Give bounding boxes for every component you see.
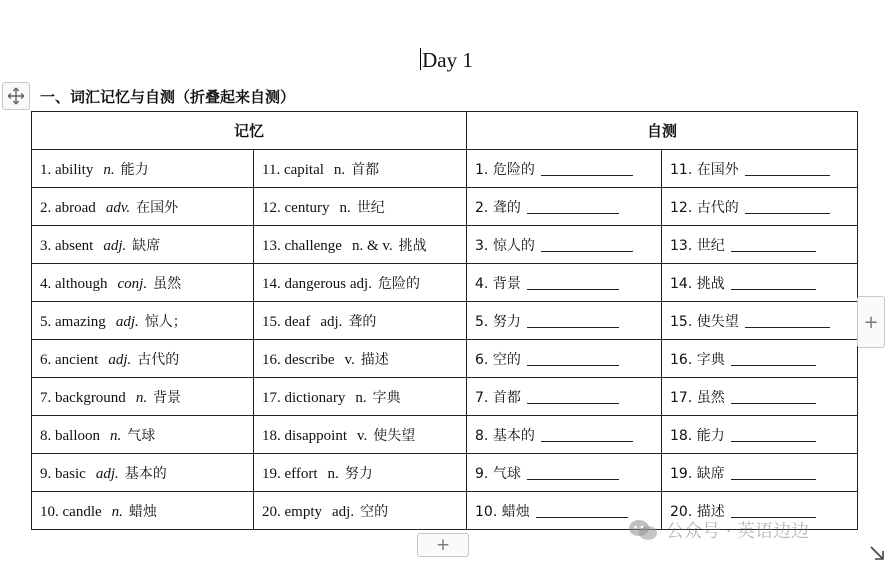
word-text: 14. dangerous adj. bbox=[262, 275, 372, 292]
word-text: 4. although bbox=[40, 275, 108, 292]
memory-cell[interactable] bbox=[32, 188, 254, 226]
selftest-cell[interactable] bbox=[662, 340, 858, 378]
document-title bbox=[0, 48, 893, 73]
selftest-prompt: 9. 气球 bbox=[475, 465, 521, 482]
selftest-prompt: 5. 努力 bbox=[475, 313, 521, 330]
selftest-cell[interactable] bbox=[467, 150, 662, 188]
chinese-meaning: 能力 bbox=[120, 161, 149, 178]
word-text: 8. balloon bbox=[40, 427, 100, 444]
section-heading: 一、词汇记忆与自测（折叠起来自测） bbox=[40, 88, 296, 106]
part-of-speech: adj. bbox=[108, 351, 132, 368]
answer-blank[interactable] bbox=[731, 427, 816, 442]
memory-cell[interactable] bbox=[32, 150, 254, 188]
memory-cell[interactable] bbox=[32, 378, 254, 416]
word-text: 17. dictionary bbox=[262, 389, 346, 406]
answer-blank[interactable] bbox=[541, 161, 633, 176]
answer-blank[interactable] bbox=[541, 427, 633, 442]
answer-blank[interactable] bbox=[527, 313, 619, 328]
chinese-meaning: 惊人； bbox=[144, 313, 187, 330]
part-of-speech: adj. bbox=[332, 503, 355, 520]
chinese-meaning: 挑战 bbox=[398, 237, 427, 254]
vocab-table bbox=[31, 111, 858, 530]
table-row bbox=[32, 378, 858, 416]
table-row bbox=[32, 302, 858, 340]
selftest-cell[interactable] bbox=[662, 416, 858, 454]
selftest-cell[interactable] bbox=[467, 302, 662, 340]
part-of-speech: n. bbox=[339, 199, 351, 216]
selftest-prompt: 18. 能力 bbox=[670, 427, 725, 444]
selftest-prompt: 7. 首都 bbox=[475, 389, 521, 406]
move-arrows-icon bbox=[7, 87, 25, 105]
selftest-prompt: 2. 聋的 bbox=[475, 199, 521, 216]
memory-cell[interactable] bbox=[254, 302, 467, 340]
word-text: 11. capital bbox=[262, 161, 324, 178]
part-of-speech: n. bbox=[333, 161, 346, 178]
selftest-cell[interactable] bbox=[662, 150, 858, 188]
selftest-cell[interactable] bbox=[662, 302, 858, 340]
selftest-cell[interactable] bbox=[467, 340, 662, 378]
selftest-cell[interactable] bbox=[662, 188, 858, 226]
part-of-speech: conj. bbox=[117, 275, 148, 292]
selftest-prompt: 16. 字典 bbox=[670, 351, 725, 368]
answer-blank[interactable] bbox=[541, 237, 633, 252]
table-row bbox=[32, 150, 858, 188]
answer-blank[interactable] bbox=[527, 389, 619, 404]
chinese-meaning: 缺席 bbox=[132, 237, 161, 254]
selftest-cell[interactable] bbox=[662, 226, 858, 264]
part-of-speech: n. bbox=[103, 161, 115, 178]
chinese-meaning: 使失望 bbox=[373, 427, 416, 444]
table-row bbox=[32, 454, 858, 492]
memory-cell[interactable] bbox=[254, 492, 467, 530]
part-of-speech: n. bbox=[111, 503, 123, 520]
memory-cell[interactable] bbox=[254, 340, 467, 378]
answer-blank[interactable] bbox=[536, 503, 628, 518]
chinese-meaning: 字典 bbox=[372, 389, 401, 406]
chinese-meaning: 努力 bbox=[344, 465, 373, 482]
selftest-prompt: 15. 使失望 bbox=[670, 313, 739, 330]
memory-cell[interactable] bbox=[32, 492, 254, 530]
word-text: 15. deaf bbox=[262, 313, 311, 330]
part-of-speech: n. bbox=[110, 427, 122, 444]
chinese-meaning: 世纪 bbox=[356, 199, 385, 216]
wechat-icon bbox=[628, 518, 658, 542]
memory-cell[interactable] bbox=[32, 264, 254, 302]
word-text: 18. disappoint bbox=[262, 427, 347, 444]
memory-cell[interactable] bbox=[254, 188, 467, 226]
chinese-meaning: 聋的 bbox=[348, 313, 377, 330]
selftest-prompt: 3. 惊人的 bbox=[475, 237, 535, 254]
word-text: 9. basic bbox=[40, 465, 86, 482]
answer-blank[interactable] bbox=[745, 199, 830, 214]
chinese-meaning: 危险的 bbox=[377, 275, 420, 292]
table-row bbox=[32, 226, 858, 264]
part-of-speech: adv. bbox=[105, 199, 131, 216]
answer-blank[interactable] bbox=[731, 503, 816, 518]
word-text: 12. century bbox=[262, 199, 330, 216]
word-text: 13. challenge bbox=[262, 237, 342, 254]
watermark-text: 公众号 · 英语边边 bbox=[666, 521, 810, 542]
text-caret bbox=[420, 48, 421, 70]
word-text: 16. describe bbox=[262, 351, 335, 368]
chinese-meaning: 虽然 bbox=[153, 275, 182, 292]
memory-cell[interactable] bbox=[254, 150, 467, 188]
word-text: 6. ancient bbox=[40, 351, 99, 368]
selftest-cell[interactable] bbox=[467, 264, 662, 302]
answer-blank[interactable] bbox=[731, 237, 816, 252]
answer-blank[interactable] bbox=[527, 465, 619, 480]
answer-blank[interactable] bbox=[731, 389, 816, 404]
table-row bbox=[32, 188, 858, 226]
answer-blank[interactable] bbox=[527, 351, 619, 366]
answer-blank[interactable] bbox=[731, 351, 816, 366]
memory-cell[interactable] bbox=[254, 378, 467, 416]
part-of-speech: n. bbox=[135, 389, 148, 406]
part-of-speech: adj. bbox=[115, 313, 139, 330]
selftest-prompt: 17. 虽然 bbox=[670, 389, 725, 406]
memory-cell[interactable] bbox=[254, 416, 467, 454]
selftest-prompt: 11. 在国外 bbox=[670, 161, 739, 178]
word-text: 10. candle bbox=[40, 503, 102, 520]
chinese-meaning: 首都 bbox=[351, 161, 380, 178]
selftest-cell[interactable] bbox=[662, 378, 858, 416]
table-row bbox=[32, 264, 858, 302]
table-move-handle[interactable] bbox=[2, 82, 30, 110]
memory-cell[interactable] bbox=[32, 340, 254, 378]
title-text: Day 1 bbox=[422, 48, 473, 72]
chinese-meaning: 基本的 bbox=[124, 465, 167, 482]
chinese-meaning: 古代的 bbox=[137, 351, 180, 368]
memory-cell[interactable] bbox=[32, 302, 254, 340]
part-of-speech: adj. bbox=[103, 237, 127, 254]
answer-blank[interactable] bbox=[731, 465, 816, 480]
selftest-prompt: 6. 空的 bbox=[475, 351, 521, 368]
watermark bbox=[628, 517, 809, 543]
word-text: 2. abroad bbox=[40, 199, 96, 216]
chinese-meaning: 蜡烛 bbox=[128, 503, 157, 520]
selftest-header: 自测 bbox=[467, 112, 858, 150]
selftest-prompt: 14. 挑战 bbox=[670, 275, 725, 292]
answer-blank[interactable] bbox=[527, 199, 619, 214]
chinese-meaning: 气球 bbox=[127, 427, 156, 444]
selftest-prompt: 1. 危险的 bbox=[475, 161, 535, 178]
answer-blank[interactable] bbox=[745, 161, 830, 176]
selftest-prompt: 13. 世纪 bbox=[670, 237, 725, 254]
selftest-cell[interactable] bbox=[467, 188, 662, 226]
part-of-speech: adj. bbox=[320, 313, 343, 330]
chinese-meaning: 描述 bbox=[360, 351, 389, 368]
memory-cell[interactable] bbox=[254, 454, 467, 492]
memory-cell[interactable] bbox=[32, 454, 254, 492]
memory-cell[interactable] bbox=[254, 264, 467, 302]
selftest-cell[interactable] bbox=[467, 454, 662, 492]
word-text: 20. empty bbox=[262, 503, 322, 520]
part-of-speech: v. bbox=[357, 427, 368, 444]
selftest-cell[interactable] bbox=[467, 226, 662, 264]
answer-blank[interactable] bbox=[527, 275, 619, 290]
memory-cell[interactable] bbox=[32, 226, 254, 264]
selftest-cell[interactable] bbox=[662, 264, 858, 302]
selftest-prompt: 8. 基本的 bbox=[475, 427, 535, 444]
selftest-prompt: 10. 蜡烛 bbox=[475, 503, 530, 520]
selftest-prompt: 4. 背景 bbox=[475, 275, 521, 292]
memory-header: 记忆 bbox=[32, 112, 467, 150]
part-of-speech: adj. bbox=[95, 465, 119, 482]
selftest-prompt: 20. 描述 bbox=[670, 503, 725, 520]
word-text: 19. effort bbox=[262, 465, 318, 482]
selftest-cell[interactable] bbox=[467, 416, 662, 454]
part-of-speech: v. bbox=[344, 351, 355, 368]
answer-blank[interactable] bbox=[731, 275, 816, 290]
add-row-button[interactable]: + bbox=[417, 533, 469, 557]
part-of-speech: n. bbox=[327, 465, 339, 482]
chinese-meaning: 背景 bbox=[153, 389, 182, 406]
memory-cell[interactable] bbox=[254, 226, 467, 264]
word-text: 7. background bbox=[40, 389, 126, 406]
answer-blank[interactable] bbox=[745, 313, 830, 328]
memory-cell[interactable] bbox=[32, 416, 254, 454]
selftest-cell[interactable] bbox=[467, 378, 662, 416]
selftest-prompt: 12. 古代的 bbox=[670, 199, 739, 216]
selftest-cell[interactable] bbox=[662, 454, 858, 492]
word-text: 5. amazing bbox=[40, 313, 106, 330]
word-text: 3. absent bbox=[40, 237, 94, 254]
chinese-meaning: 在国外 bbox=[136, 199, 179, 216]
part-of-speech: n. bbox=[355, 389, 367, 406]
chinese-meaning: 空的 bbox=[360, 503, 389, 520]
selftest-prompt: 19. 缺席 bbox=[670, 465, 725, 482]
table-row bbox=[32, 340, 858, 378]
add-column-button[interactable]: + bbox=[857, 296, 885, 348]
resize-icon[interactable] bbox=[859, 533, 889, 563]
word-text: 1. ability bbox=[40, 161, 94, 178]
part-of-speech: n. & v. bbox=[351, 237, 393, 254]
table-row bbox=[32, 416, 858, 454]
